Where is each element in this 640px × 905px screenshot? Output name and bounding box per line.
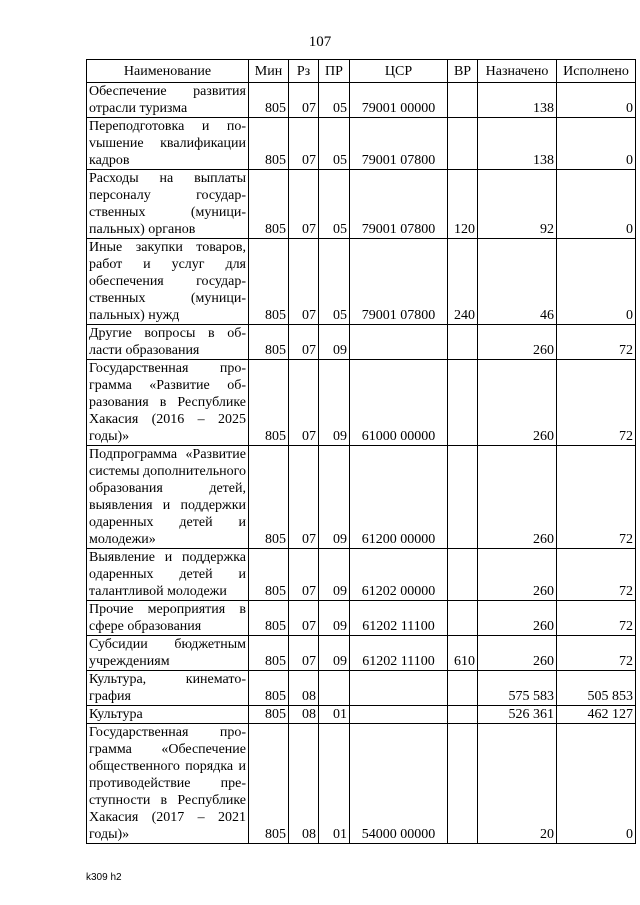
row-assigned: 260: [478, 636, 557, 671]
row-assigned: 20: [478, 724, 557, 844]
table-row: [87, 325, 636, 360]
row-name: Подпрограмма «Развитие системы дополнительного образования детей, выявления и поддержки одаренных детей и молодежи»: [87, 446, 249, 549]
row-vr: 240: [448, 239, 478, 325]
table-header-row: [87, 60, 636, 83]
row-pr: 05: [319, 239, 350, 325]
row-executed: 72: [557, 636, 636, 671]
row-pr: 01: [319, 706, 350, 724]
row-executed: 0: [557, 239, 636, 325]
row-vr: [448, 325, 478, 360]
row-name: Выявление и поддержка одаренных детей и талантливой молодежи: [87, 549, 249, 601]
row-rz: 07: [289, 118, 319, 170]
table-row: [87, 118, 636, 170]
header-assigned: Назначено: [478, 60, 557, 83]
row-pr: 09: [319, 446, 350, 549]
row-min: 805: [249, 83, 289, 118]
row-vr: [448, 671, 478, 706]
row-csr: 61200 00000: [350, 446, 448, 549]
footer-code: k309 h2: [86, 872, 122, 883]
row-rz: 07: [289, 360, 319, 446]
row-executed: 72: [557, 325, 636, 360]
row-name: Обеспечение развития отрасли туризма: [87, 83, 249, 118]
row-pr: 09: [319, 549, 350, 601]
row-pr: 09: [319, 325, 350, 360]
row-vr: [448, 706, 478, 724]
row-executed: 0: [557, 170, 636, 239]
row-rz: 07: [289, 446, 319, 549]
row-assigned: 138: [478, 118, 557, 170]
row-min: 805: [249, 239, 289, 325]
row-rz: 07: [289, 636, 319, 671]
row-assigned: 260: [478, 360, 557, 446]
row-assigned: 260: [478, 549, 557, 601]
row-min: 805: [249, 724, 289, 844]
row-csr: 54000 00000: [350, 724, 448, 844]
row-executed: 72: [557, 549, 636, 601]
row-assigned: 260: [478, 446, 557, 549]
row-pr: 05: [319, 170, 350, 239]
table-row: [87, 446, 636, 549]
row-min: 805: [249, 706, 289, 724]
row-vr: [448, 549, 478, 601]
row-vr: 120: [448, 170, 478, 239]
header-executed: Исполнено: [557, 60, 636, 83]
row-csr: 61202 11100: [350, 636, 448, 671]
row-rz: 08: [289, 671, 319, 706]
row-rz: 07: [289, 170, 319, 239]
row-min: 805: [249, 636, 289, 671]
row-vr: [448, 118, 478, 170]
row-executed: 0: [557, 118, 636, 170]
row-pr: 09: [319, 636, 350, 671]
row-csr: [350, 325, 448, 360]
table-row: [87, 724, 636, 844]
table-row: [87, 671, 636, 706]
header-csr: ЦСР: [350, 60, 448, 83]
row-executed: 72: [557, 446, 636, 549]
row-rz: 07: [289, 601, 319, 636]
row-csr: 79001 07800: [350, 118, 448, 170]
header-rz: Рз: [289, 60, 319, 83]
table-row: [87, 601, 636, 636]
row-vr: [448, 83, 478, 118]
row-min: 805: [249, 118, 289, 170]
row-rz: 08: [289, 724, 319, 844]
row-pr: [319, 671, 350, 706]
table-row: [87, 170, 636, 239]
row-csr: 61000 00000: [350, 360, 448, 446]
row-vr: [448, 446, 478, 549]
budget-table: [86, 59, 636, 844]
row-min: 805: [249, 170, 289, 239]
row-executed: 72: [557, 360, 636, 446]
table-row: [87, 549, 636, 601]
row-pr: 01: [319, 724, 350, 844]
row-min: 805: [249, 671, 289, 706]
row-assigned: 46: [478, 239, 557, 325]
row-name: Иные закупки товаров, работ и услуг для обеспечения государственных (муниципальных) нужд: [87, 239, 249, 325]
row-vr: [448, 724, 478, 844]
row-csr: [350, 671, 448, 706]
header-name: Наименование: [87, 60, 249, 83]
row-assigned: 92: [478, 170, 557, 239]
table-row: [87, 636, 636, 671]
row-name: Прочие мероприятия в сфере образования: [87, 601, 249, 636]
table-row: [87, 83, 636, 118]
row-pr: 05: [319, 83, 350, 118]
row-vr: [448, 360, 478, 446]
row-min: 805: [249, 325, 289, 360]
row-rz: 07: [289, 325, 319, 360]
row-executed: 0: [557, 83, 636, 118]
row-executed: 72: [557, 601, 636, 636]
row-name: Расходы на выплаты персоналу государственных (муниципальных) органов: [87, 170, 249, 239]
table-row: [87, 239, 636, 325]
row-name: Субсидии бюджетным учреждениям: [87, 636, 249, 671]
header-vr: ВР: [448, 60, 478, 83]
header-pr: ПР: [319, 60, 350, 83]
row-csr: 79001 07800: [350, 170, 448, 239]
row-name: Культура: [87, 706, 249, 724]
row-executed: 462 127: [557, 706, 636, 724]
row-executed: 505 853: [557, 671, 636, 706]
row-csr: 61202 00000: [350, 549, 448, 601]
row-rz: 08: [289, 706, 319, 724]
row-executed: 0: [557, 724, 636, 844]
page-number: 107: [308, 34, 332, 50]
row-pr: 09: [319, 601, 350, 636]
row-assigned: 138: [478, 83, 557, 118]
row-name: Культура, кинематография: [87, 671, 249, 706]
row-vr: 610: [448, 636, 478, 671]
row-assigned: 526 361: [478, 706, 557, 724]
row-assigned: 260: [478, 601, 557, 636]
row-csr: 79001 07800: [350, 239, 448, 325]
row-assigned: 260: [478, 325, 557, 360]
row-assigned: 575 583: [478, 671, 557, 706]
row-name: Государственная программа «Развитие образования в Республике Хакасия (2016 – 2025 годы)»: [87, 360, 249, 446]
table-row: [87, 706, 636, 724]
row-name: Другие вопросы в области образования: [87, 325, 249, 360]
row-min: 805: [249, 549, 289, 601]
row-pr: 05: [319, 118, 350, 170]
row-name: Переподготовка и поvышение квалификации кадров: [87, 118, 249, 170]
row-csr: [350, 706, 448, 724]
row-name: Государственная программа «Обеспечение общественного порядка и противодействие преступности в Республике Хакасия (2017 – 2021 годы)»: [87, 724, 249, 844]
row-csr: 61202 11100: [350, 601, 448, 636]
row-rz: 07: [289, 549, 319, 601]
row-rz: 07: [289, 239, 319, 325]
row-pr: 09: [319, 360, 350, 446]
row-min: 805: [249, 446, 289, 549]
row-min: 805: [249, 360, 289, 446]
table-row: [87, 360, 636, 446]
row-csr: 79001 00000: [350, 83, 448, 118]
header-min: Мин: [249, 60, 289, 83]
row-rz: 07: [289, 83, 319, 118]
row-min: 805: [249, 601, 289, 636]
row-vr: [448, 601, 478, 636]
